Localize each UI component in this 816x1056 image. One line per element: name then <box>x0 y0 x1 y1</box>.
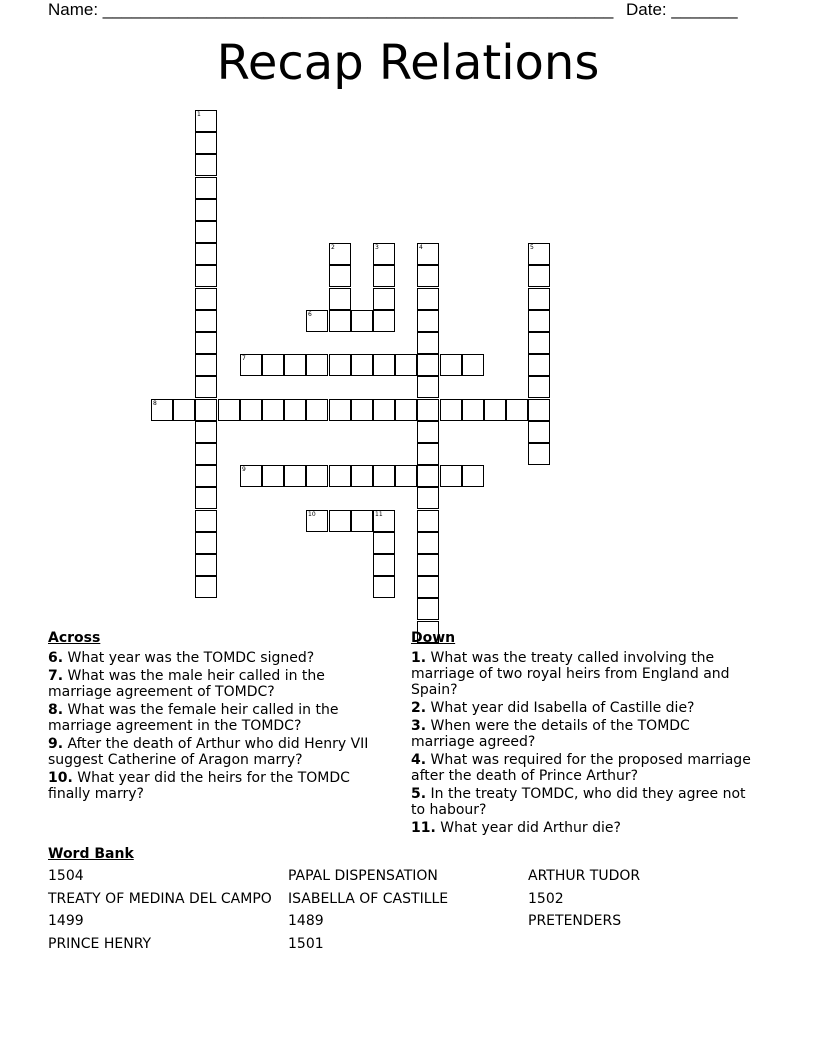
clue-item-text: What year did Isabella of Castille die? <box>426 700 695 716</box>
grid-cell[interactable] <box>195 354 217 376</box>
grid-cell[interactable] <box>329 243 351 265</box>
clue-number: 8 <box>153 400 157 407</box>
grid-cell[interactable] <box>240 399 262 421</box>
grid-cell[interactable] <box>240 354 262 376</box>
grid-cell[interactable] <box>528 443 550 465</box>
grid-cell[interactable] <box>417 265 439 287</box>
grid-cell[interactable] <box>195 554 217 576</box>
grid-cell[interactable] <box>284 465 306 487</box>
grid-cell[interactable] <box>306 399 328 421</box>
grid-cell[interactable] <box>484 399 506 421</box>
grid-cell[interactable] <box>195 310 217 332</box>
grid-cell[interactable] <box>195 177 217 199</box>
grid-cell[interactable] <box>195 510 217 532</box>
clue-item <box>411 820 751 836</box>
grid-cell[interactable] <box>329 399 351 421</box>
grid-cell[interactable] <box>195 332 217 354</box>
grid-cell[interactable] <box>528 399 550 421</box>
grid-cell[interactable] <box>417 465 439 487</box>
clue-item-text: What was required for the proposed marriage after the death of Prince Arthur? <box>411 752 751 784</box>
grid-cell[interactable] <box>195 465 217 487</box>
clue-number: 2 <box>331 244 335 251</box>
grid-cell[interactable] <box>195 221 217 243</box>
grid-cell[interactable] <box>195 421 217 443</box>
grid-cell[interactable] <box>417 243 439 265</box>
word-bank-item: 1504 <box>48 868 84 884</box>
grid-cell[interactable] <box>417 510 439 532</box>
down-clue-list <box>411 650 751 836</box>
grid-cell[interactable] <box>373 265 395 287</box>
grid-cell[interactable] <box>417 399 439 421</box>
grid-cell[interactable] <box>195 132 217 154</box>
grid-cell[interactable] <box>417 310 439 332</box>
grid-cell[interactable] <box>373 576 395 598</box>
grid-cell[interactable] <box>329 288 351 310</box>
grid-cell[interactable] <box>528 332 550 354</box>
grid-cell[interactable] <box>417 554 439 576</box>
grid-cell[interactable] <box>329 465 351 487</box>
grid-cell[interactable] <box>417 421 439 443</box>
word-bank-item: PRETENDERS <box>528 913 622 929</box>
clue-item <box>48 650 388 666</box>
grid-cell[interactable] <box>528 310 550 332</box>
clue-item-number: 4. <box>411 752 427 768</box>
clue-item-text: What year did Arthur die? <box>435 820 621 836</box>
grid-cell[interactable] <box>417 443 439 465</box>
clue-item-number: 7. <box>48 668 64 684</box>
clue-item-text: When were the details of the TOMDC marriage agreed? <box>411 718 690 750</box>
grid-cell[interactable] <box>329 265 351 287</box>
clue-number: 10 <box>308 511 316 518</box>
word-bank-item: 1501 <box>288 936 324 952</box>
grid-cell[interactable] <box>218 399 240 421</box>
clue-item <box>48 736 388 768</box>
clue-item-number: 8. <box>48 702 64 718</box>
down-heading: Down <box>411 630 456 646</box>
clue-number: 4 <box>419 244 423 251</box>
grid-cell[interactable] <box>417 598 439 620</box>
grid-cell[interactable] <box>351 399 373 421</box>
grid-cell[interactable] <box>284 354 306 376</box>
grid-cell[interactable] <box>195 532 217 554</box>
clue-number: 5 <box>530 244 534 251</box>
clue-number: 9 <box>242 466 246 473</box>
across-heading: Across <box>48 630 101 646</box>
clue-item <box>411 752 751 784</box>
grid-cell[interactable] <box>195 376 217 398</box>
page-title: Recap Relations <box>216 35 600 91</box>
grid-cell[interactable] <box>195 487 217 509</box>
word-bank-item: 1502 <box>528 891 564 907</box>
down-clues <box>411 630 751 838</box>
grid-cell[interactable] <box>262 465 284 487</box>
grid-cell[interactable] <box>373 465 395 487</box>
grid-cell[interactable] <box>373 310 395 332</box>
grid-cell[interactable] <box>373 354 395 376</box>
grid-cell[interactable] <box>195 399 217 421</box>
clue-item <box>411 650 751 698</box>
word-bank-item: PRINCE HENRY <box>48 936 152 952</box>
grid-cell[interactable] <box>417 288 439 310</box>
grid-cell[interactable] <box>151 399 173 421</box>
grid-cell[interactable] <box>440 399 462 421</box>
grid-cell[interactable] <box>351 465 373 487</box>
word-bank-item: 1499 <box>48 913 84 929</box>
grid-cell[interactable] <box>329 354 351 376</box>
grid-cell[interactable] <box>373 288 395 310</box>
clue-item-number: 11. <box>411 820 436 836</box>
grid-cell[interactable] <box>373 510 395 532</box>
grid-cell[interactable] <box>306 510 328 532</box>
clue-item-text: What was the male heir called in the marriage agreement of TOMDC? <box>48 668 325 700</box>
grid-cell[interactable] <box>395 465 417 487</box>
grid-cell[interactable] <box>351 510 373 532</box>
grid-cell[interactable] <box>528 354 550 376</box>
grid-cell[interactable] <box>417 576 439 598</box>
grid-cell[interactable] <box>306 354 328 376</box>
clue-item-number: 3. <box>411 718 427 734</box>
word-bank-item: 1489 <box>288 913 324 929</box>
grid-cell[interactable] <box>373 554 395 576</box>
grid-cell[interactable] <box>462 465 484 487</box>
clue-item <box>411 700 751 716</box>
grid-cell[interactable] <box>351 310 373 332</box>
across-clues <box>48 630 388 804</box>
grid-cell[interactable] <box>417 332 439 354</box>
grid-cell[interactable] <box>195 288 217 310</box>
clue-number: 1 <box>197 111 201 118</box>
grid-cell[interactable] <box>306 465 328 487</box>
clue-item-text: In the treaty TOMDC, who did they agree not to habour? <box>411 786 746 818</box>
grid-cell[interactable] <box>440 354 462 376</box>
clue-item-number: 1. <box>411 650 427 666</box>
date-field-label[interactable]: Date: _______ <box>626 0 738 19</box>
grid-cell[interactable] <box>395 399 417 421</box>
word-bank-item: ARTHUR TUDOR <box>528 868 641 884</box>
grid-cell[interactable] <box>329 310 351 332</box>
clue-item-text: After the death of Arthur who did Henry VII suggest Catherine of Aragon marry? <box>48 736 369 768</box>
name-field-label[interactable]: Name: ______________________________________________________ <box>48 0 614 19</box>
grid-cell[interactable] <box>417 376 439 398</box>
grid-cell[interactable] <box>528 265 550 287</box>
grid-cell[interactable] <box>417 532 439 554</box>
grid-cell[interactable] <box>528 421 550 443</box>
grid-cell[interactable] <box>373 532 395 554</box>
clue-item-text: What year did the heirs for the TOMDC finally marry? <box>48 770 350 802</box>
grid-cell[interactable] <box>395 354 417 376</box>
grid-cell[interactable] <box>528 243 550 265</box>
grid-cell[interactable] <box>262 399 284 421</box>
grid-cell[interactable] <box>195 110 217 132</box>
grid-cell[interactable] <box>462 354 484 376</box>
word-bank-item: PAPAL DISPENSATION <box>288 868 438 884</box>
grid-cell[interactable] <box>528 288 550 310</box>
grid-cell[interactable] <box>195 576 217 598</box>
grid-cell[interactable] <box>462 399 484 421</box>
grid-cell[interactable] <box>195 265 217 287</box>
clue-item <box>411 786 751 818</box>
grid-cell[interactable] <box>373 399 395 421</box>
clue-item-number: 9. <box>48 736 64 752</box>
grid-cell[interactable] <box>528 376 550 398</box>
clue-number: 7 <box>242 355 246 362</box>
grid-cell[interactable] <box>195 199 217 221</box>
grid-cell[interactable] <box>417 487 439 509</box>
grid-cell[interactable] <box>417 354 439 376</box>
across-clue-list <box>48 650 388 802</box>
grid-cell[interactable] <box>306 310 328 332</box>
clue-item <box>48 770 388 802</box>
grid-cell[interactable] <box>284 399 306 421</box>
grid-cell[interactable] <box>240 465 262 487</box>
clue-item-number: 6. <box>48 650 64 666</box>
clue-item <box>411 718 751 750</box>
grid-cell[interactable] <box>195 443 217 465</box>
clue-item <box>48 702 388 734</box>
clue-item-text: What was the treaty called involving the marriage of two royal heirs from England and Spain? <box>411 650 730 698</box>
word-bank-heading: Word Bank <box>48 846 134 862</box>
grid-cell[interactable] <box>195 154 217 176</box>
clue-item-text: What year was the TOMDC signed? <box>63 650 315 666</box>
word-bank-item: ISABELLA OF CASTILLE <box>288 891 449 907</box>
clue-number: 3 <box>375 244 379 251</box>
grid-cell[interactable] <box>506 399 528 421</box>
grid-cell[interactable] <box>373 243 395 265</box>
grid-cell[interactable] <box>262 354 284 376</box>
clue-number: 11 <box>375 511 383 518</box>
grid-cell[interactable] <box>329 510 351 532</box>
clue-item <box>48 668 388 700</box>
grid-cell[interactable] <box>351 354 373 376</box>
word-bank-item: TREATY OF MEDINA DEL CAMPO <box>48 891 272 907</box>
clue-item-text: What was the female heir called in the marriage agreement in the TOMDC? <box>48 702 339 734</box>
clue-item-number: 2. <box>411 700 427 716</box>
clue-item-number: 5. <box>411 786 427 802</box>
grid-cell[interactable] <box>195 243 217 265</box>
clue-item-number: 10. <box>48 770 73 786</box>
clue-number: 6 <box>308 311 312 318</box>
grid-cell[interactable] <box>173 399 195 421</box>
grid-cell[interactable] <box>440 465 462 487</box>
